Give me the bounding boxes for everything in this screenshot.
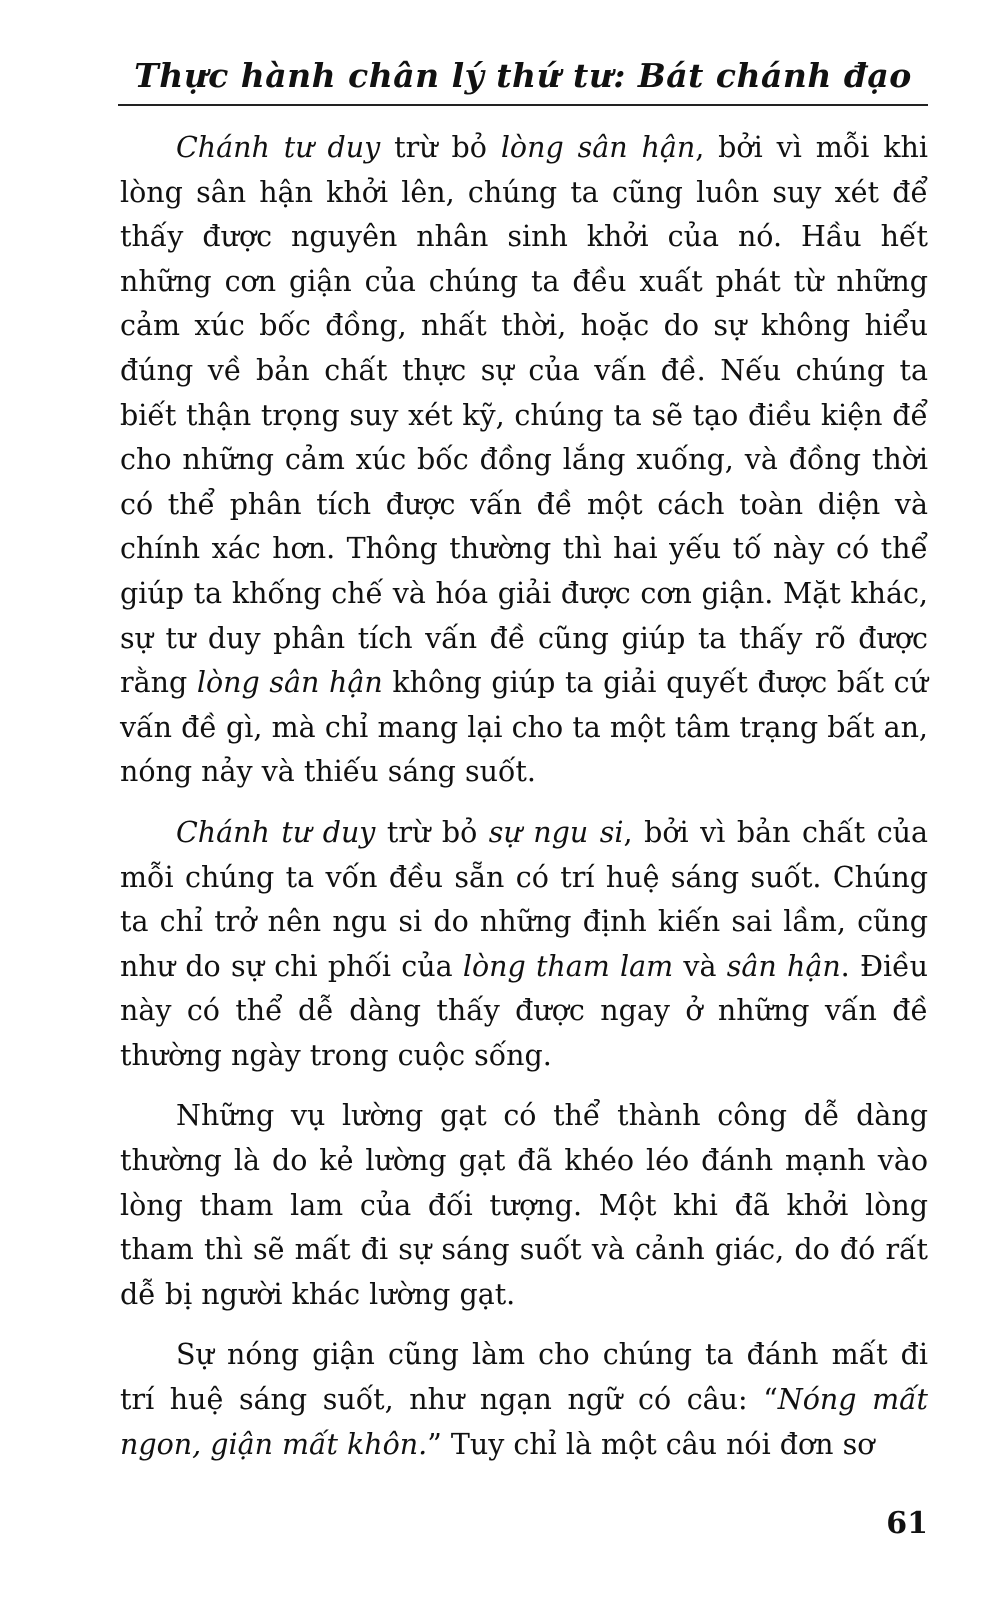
text-italic: Nóng mất ngon, giận mất khôn. <box>120 1383 929 1461</box>
paragraph <box>120 1094 928 1317</box>
text-italic: lòng sân hận <box>500 131 696 164</box>
text-run: Sự nóng giận cũng làm cho chúng ta đánh mất đi trí huệ sáng suốt, như ngạn ngữ có câu: “ <box>120 1338 928 1417</box>
text-italic: lòng tham lam <box>462 949 674 983</box>
text-run: trừ bỏ <box>375 815 489 849</box>
text-italic: lòng sân hận <box>196 666 383 700</box>
paragraph <box>120 811 928 1079</box>
paragraph <box>120 126 928 795</box>
paragraph <box>120 1333 928 1467</box>
text-run: Những vụ lường gạt có thể thành công dễ dàng thường là do kẻ lường gạt đã khéo léo đánh mạnh vào lòng tham lam của đối tượng. Một khi đã khởi lòng tham thì sẽ mất đi sự sáng suốt và cảnh giác, do đó rất dễ bị người khác lường gạt. <box>120 1099 928 1311</box>
text-run: , bởi vì mỗi khi lòng sân hận khởi lên, chúng ta cũng luôn suy xét để thấy được nguyên nhân sinh khởi của nó. Hầu hết những cơn giận của chúng ta đều xuất phát từ những cảm xúc bốc đồng, nhất thời, hoặc do sự không hiểu đúng về bản chất thực sự của vấn đề. Nếu chúng ta biết thận trọng suy xét kỹ, chúng ta sẽ tạo điều kiện để cho những cảm xúc bốc đồng lắng xuống, và đồng thời có thể phân tích được vấn đề một cách toàn diện và chính xác hơn. Thông thường thì hai yếu tố này có thể giúp ta khống chế và hóa giải được cơn giận. Mặt khác, sự tư duy phân tích vấn đề cũng giúp ta thấy rõ được rằng <box>120 131 928 700</box>
text-run: ” Tuy chỉ là một câu nói đơn sơ <box>427 1427 875 1461</box>
text-run: không giúp ta giải quyết được bất cứ vấn đề gì, mà chỉ mang lại cho ta một tâm trạng bất an, nóng nảy và thiếu sáng suốt. <box>120 666 928 789</box>
body-text <box>120 126 928 1483</box>
text-run: và <box>673 949 727 983</box>
text-italic: sự ngu si <box>488 815 624 849</box>
text-italic: Chánh tư duy <box>176 815 376 849</box>
page-number: 61 <box>886 1506 928 1541</box>
text-run: . Điều này có thể dễ dàng thấy được ngay ở những vấn đề thường ngày trong cuộc sống. <box>120 949 928 1072</box>
text-run: , bởi vì bản chất của mỗi chúng ta vốn đều sẵn có trí huệ sáng suốt. Chúng ta chỉ trở nên ngu si do những định kiến sai lầm, cũng như do sự chi phối của <box>120 815 929 983</box>
text-run: trừ bỏ <box>380 131 501 164</box>
text-italic: Chánh tư duy <box>176 131 381 164</box>
text-italic: sân hận <box>726 949 841 983</box>
running-header: Thực hành chân lý thứ tư: Bát chánh đạo <box>118 52 928 106</box>
